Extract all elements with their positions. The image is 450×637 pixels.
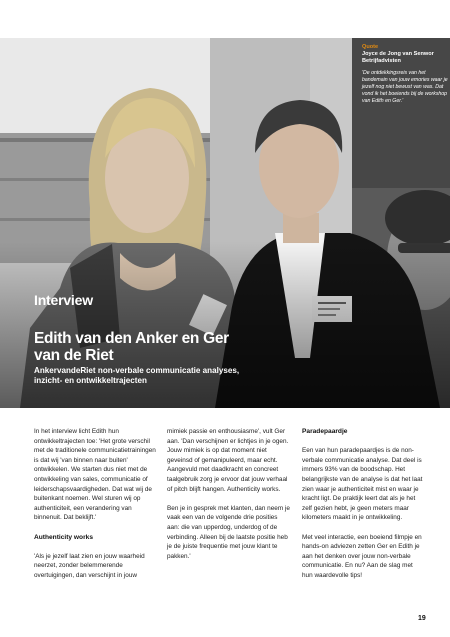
- article-headline: Edith van den Anker en Ger van de Riet: [34, 330, 229, 364]
- paragraph: Met veel interactie, een boeiend filmpje en hands-on adviezen zetten Ger en Edith je aan het denken over jouw non-verbale communicatie. En nu? Aan de slag met hun waardevolle tips!: [302, 533, 422, 579]
- text-column-3: [302, 427, 424, 590]
- text-column-1: [34, 427, 158, 590]
- paragraph: Ben je in gesprek met klanten, dan neem je vaak een van de volgende drie posities aan: die van upperdog, underdog of de verbinding. Alleen bij de laatste positie heb je de juiste frequentie met jouw klant te pakken.': [167, 504, 290, 560]
- quote-label: Quote: [362, 44, 379, 50]
- quote-author: Joyce de Jong van Senwor Betrijfadvisten: [362, 51, 434, 64]
- paragraph: 'Als je jezelf laat zien en jouw waarheid neerzet, zonder belemmerende overtuigingen, dan verschijnt in jouw: [34, 552, 145, 579]
- paragraph: mimiek passie en enthousiasme', vult Ger aan. 'Dan verschijnen er lichtjes in je ogen. Jouw mimiek is op dat moment niet geveinsd of gemanipuleerd, maar echt. Aangevuld met daadkracht en concreet taalgebruik zorg je ervoor dat jouw verhaal of pitch blijft hangen. Authenticity works.: [167, 428, 289, 493]
- paragraph: In het interview licht Edith hun ontwikkeltrajecten toe: 'Het grote verschil met de traditionele communicatietrainingen is dat wij 'van binnen naar buiten' ontwikkelen. We starten dus niet met de ontwikkeling van sales, communicatie of leiderschapsvaardigheden. Dat wat wij de buitenkant noemen. Wel sturen wij op authenticiteit, een verandering van binnenuit. Dat beklijft.': [34, 428, 156, 522]
- paragraph: Een van hun paradepaardjes is de non-verbale communicatie analyse. Dat deel is immers 93% van de boodschap. Het belangrijkste van de analyse is dat het laat zien waar je authenticiteit mist en waar je kracht ligt. De praktijk leert dat als je het zelf gezien hebt, je geen meters maar kilometers maakt in je ontwikkeling.: [302, 447, 423, 522]
- section-kicker: Interview: [34, 292, 93, 308]
- sidebar-quote: [362, 44, 448, 105]
- section-heading: Authenticity works: [34, 533, 93, 541]
- article-subhead: AnkervandeRiet non-verbale communicatie analyses, inzicht- en ontwikkeltrajecten: [34, 366, 240, 385]
- text-column-2: [167, 427, 291, 571]
- quote-text: 'De ontdekkingsreis van het bandemain van jouw emories waar je jezelf nog niet bewust van was. Dat vond ik het boeiends bij de workshop van Edith en Ger.': [362, 70, 448, 104]
- section-heading: Paradepaardje: [302, 428, 348, 435]
- page-number: 19: [418, 615, 426, 622]
